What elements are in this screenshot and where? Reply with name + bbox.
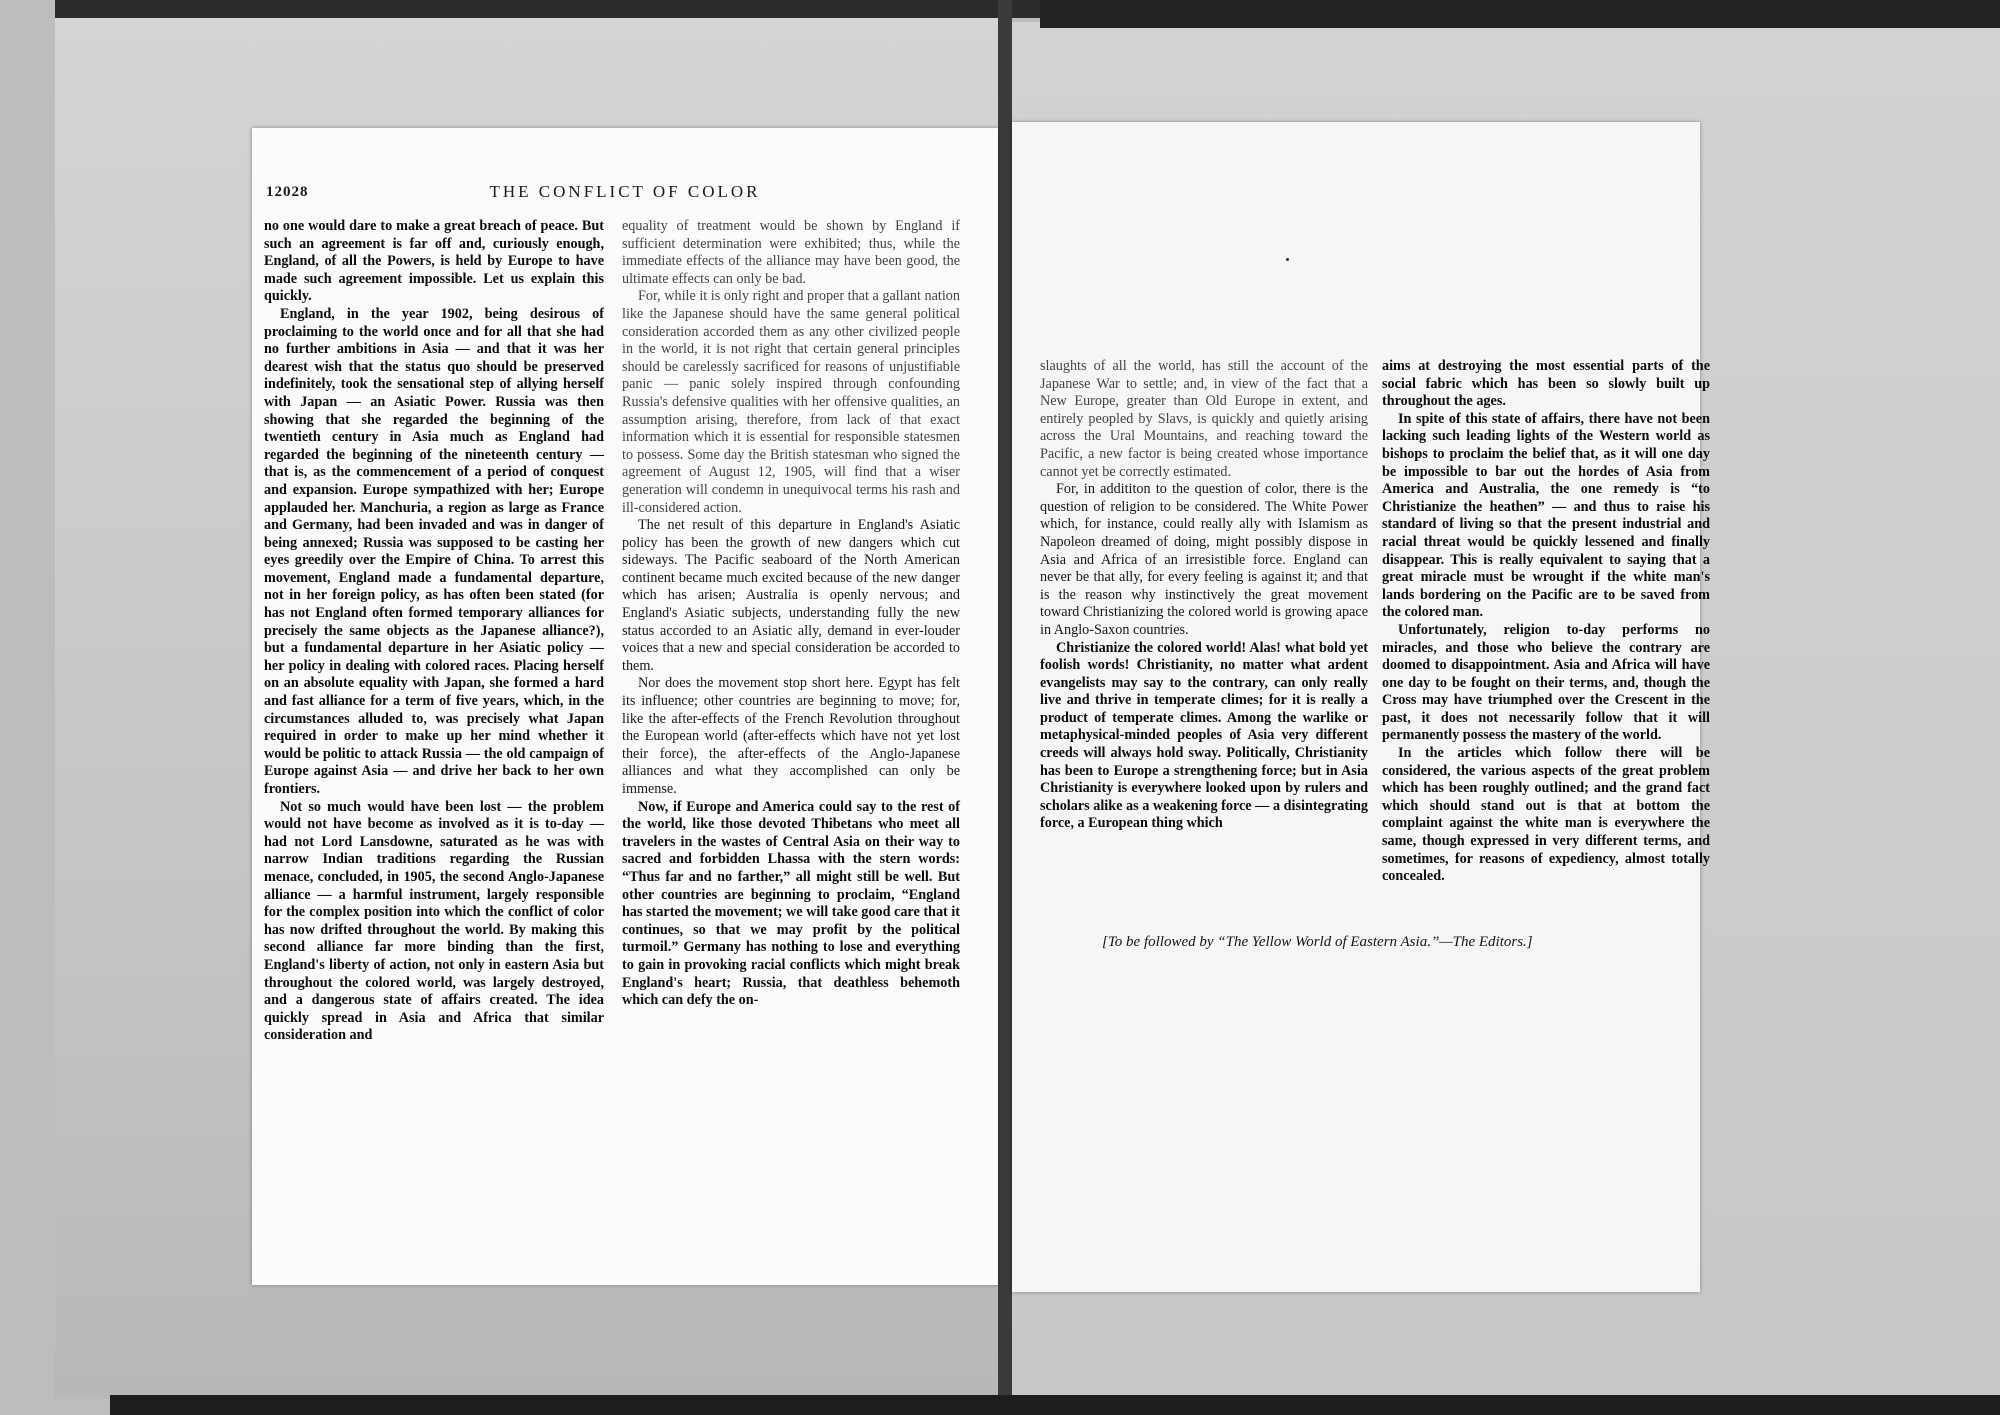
paragraph: Unfortunately, religion to-day performs no miracles, and those who believe the contrary are doomed to disappointment. Asia and Africa will have one day to be fought on their terms, and, though the Cross may have triumphed over the Crescent in the past, it does not necessarily follow that it will permanently possess the mastery of the world. (1382, 621, 1710, 744)
paragraph: Not so much would have been lost — the problem would not have become as involved as it is to-day — had not Lord Lansdowne, saturated as he was with narrow Indian traditions regarding the Russian menace, concluded, in 1905, the second Anglo-Japanese alliance — a harmful instrument, largely responsible for the complex position into which the conflict of color has now drifted throughout the world. By making this second alliance far more binding than the first, England's liberty of action, not only in eastern Asia but throughout the colored world, was largely destroyed, and a dangerous state of affairs created. The idea quickly spread in Asia and Africa that similar consideration and (264, 798, 604, 1044)
paragraph: Christianize the colored world! Alas! what bold yet foolish words! Christianity, no matter what ardent evangelists may say to the contrary, can only really live and thrive in temperate climes; for it is really a product of temperate climes. Among the warlike or metaphysical-minded peoples of Asia very different creeds will always hold sway. Politically, Christianity has been to Europe a strengthening force; but in Asia Christianity is everywhere looked upon by rulers and scholars alike as a weakening force — a disintegrating force, a European thing which (1040, 639, 1368, 832)
paragraph: For, while it is only right and proper that a gallant nation like the Japanese should have the same general political consideration accorded them as any other civilized people in the world, it is not right that certain general principles should be carelessly sacrificed for reasons of unjustifiable panic — panic solely inspired through confounding Russia's defensive qualities with her offensive qualities, an assumption arising, therefore, from lack of that exact information which it is essential for responsible statesmen to possess. Some day the British statesman who signed the agreement of August 12, 1905, will find that a wiser generation will condemn in unequivocal terms his rash and ill-considered action. (622, 288, 960, 516)
left-page (252, 128, 998, 1285)
book-gutter (998, 0, 1012, 1415)
paragraph: equality of treatment would be shown by England if sufficient determination were exhibited; thus, while the immediate effects of the alliance may have been good, the ultimate effects can only be bad. (622, 218, 960, 287)
paragraph: slaughts of all the world, has still the account of the Japanese War to settle; and, in view of the fact that a New Europe, greater than Old Europe in extent, and entirely peopled by Slavs, is quickly and quietly arising across the Ural Mountains, and reaching toward the Pacific, a new factor is being created whose importance cannot yet be correctly estimated. (1040, 358, 1368, 480)
left-page-column-1 (264, 218, 604, 1045)
page-number: 12028 (266, 184, 309, 200)
paragraph: For, in addititon to the question of color, there is the question of religion to be considered. The White Power which, for instance, could really ally with Islamism as Napoleon dreamed of doing, might possibly dispose in Asia and Africa of an irresistible force. England can never be that ally, for every feeling is against it; and that is the reason why instinctively the great movement toward Christianizing the colored world is growing apace in Anglo-Saxon countries. (1040, 481, 1368, 638)
paragraph: In spite of this state of affairs, there have not been lacking such leading lights of the Western world as bishops to proclaim the belief that, as it will one day be impossible to bar out the hordes of Asia from America and Australia, the one remedy is “to Christianize the heathen” — and thus to raise his standard of living so that the present industrial and racial threat would be quickly lessened and finally disappear. This is really equivalent to saying that a great miracle must be wrought if the white man's lands bordering on the Pacific are to be saved from the colored man. (1382, 410, 1710, 621)
scan-bottom-edge (110, 1395, 2000, 1415)
right-page-column-2 (1382, 358, 1710, 886)
paragraph: aims at destroying the most essential parts of the social fabric which has been so slowly built up throughout the ages. (1382, 358, 1710, 410)
paragraph: In the articles which follow there will be considered, the various aspects of the great problem which has been roughly outlined; and the grand fact which should stand out is that at bottom the complaint against the white man is everywhere the same, though expressed in very different terms, and sometimes, for reasons of expediency, almost totally concealed. (1382, 745, 1710, 885)
right-page (1012, 122, 1710, 1292)
paragraph: The net result of this departure in England's Asiatic policy has been the growth of new dangers which cut sideways. The Pacific seaboard of the North American continent became much excited because of the new danger which has arisen; Australia is openly nervous; and England's Asiatic subjects, understanding fully the new status accorded to an Asiatic ally, demand in ever-louder voices that a new and special consideration be accorded to them. (622, 517, 960, 674)
continuation-note: [To be followed by “The Yellow World of Eastern Asia.”—The Editors.] (1102, 934, 1533, 950)
paragraph: Nor does the movement stop short here. Egypt has felt its influence; other countries are beginning to move; for, like the after-effects of the French Revolution throughout the European world (after-effects which have not yet lost their force), the after-effects of the Anglo-Japanese alliances and what they accomplished can only be immense. (622, 675, 960, 797)
running-title: THE CONFLICT OF COLOR (489, 182, 761, 201)
left-page-column-2 (622, 218, 960, 1010)
right-page-column-1 (1040, 358, 1368, 833)
running-head (252, 180, 998, 204)
paragraph: Now, if Europe and America could say to the rest of the world, like those devoted Thibetans who meet all travelers in the wastes of Central Asia on their way to sacred and forbidden Lhassa with the stern words: “Thus far and no farther,” all might still be well. But other countries are beginning to proclaim, “England has started the movement; we will take good care that it continues, so that we may profit by the political turmoil.” Germany has nothing to lose and everything to gain in provoking racial conflicts which might break England's heart; Russia, that deathless behemoth which can defy the on- (622, 798, 960, 1009)
paragraph: no one would dare to make a great breach of peace. But such an agreement is far off and, curiously enough, England, of all the Powers, is held by Europe to have made such agreement impossible. Let us explain this quickly. (264, 218, 604, 305)
ink-speck (1286, 258, 1289, 261)
scan-top-edge-right (1040, 0, 2000, 28)
paragraph: England, in the year 1902, being desirous of proclaiming to the world once and for all that she had no further ambitions in Asia — and that it was her dearest wish that the status quo should be preserved indefinitely, took the sensational step of allying herself with Japan — an Asiatic Power. Russia was then showing that she regarded the beginning of the twentieth century in Asia much as England had regarded the beginning of the nineteenth century — that is, as the commencement of a period of conquest and expansion. Europe sympathized with her; Europe applauded her. Manchuria, a region as large as France and Germany, had been invaded and was in danger of being annexed; Russia was supposed to be casting her eyes greedily over the Empire of China. To arrest this movement, England made a fundamental departure, not in her foreign policy, as has often been stated (for has not England often formed temporary alliances for precisely the same objects as the Japanese alliance?), but a fundamental departure in her Asiatic policy — her policy in dealing with colored races. Placing herself on an absolute equality with Japan, she formed a hard and fast alliance for a term of five years, which, in the circumstances alluded to, was precisely what Japan required in order to make up her mind whether it would be politic to attack Russia — the old campaign of Europe against Asia — and drive her back to her own frontiers. (264, 305, 604, 797)
